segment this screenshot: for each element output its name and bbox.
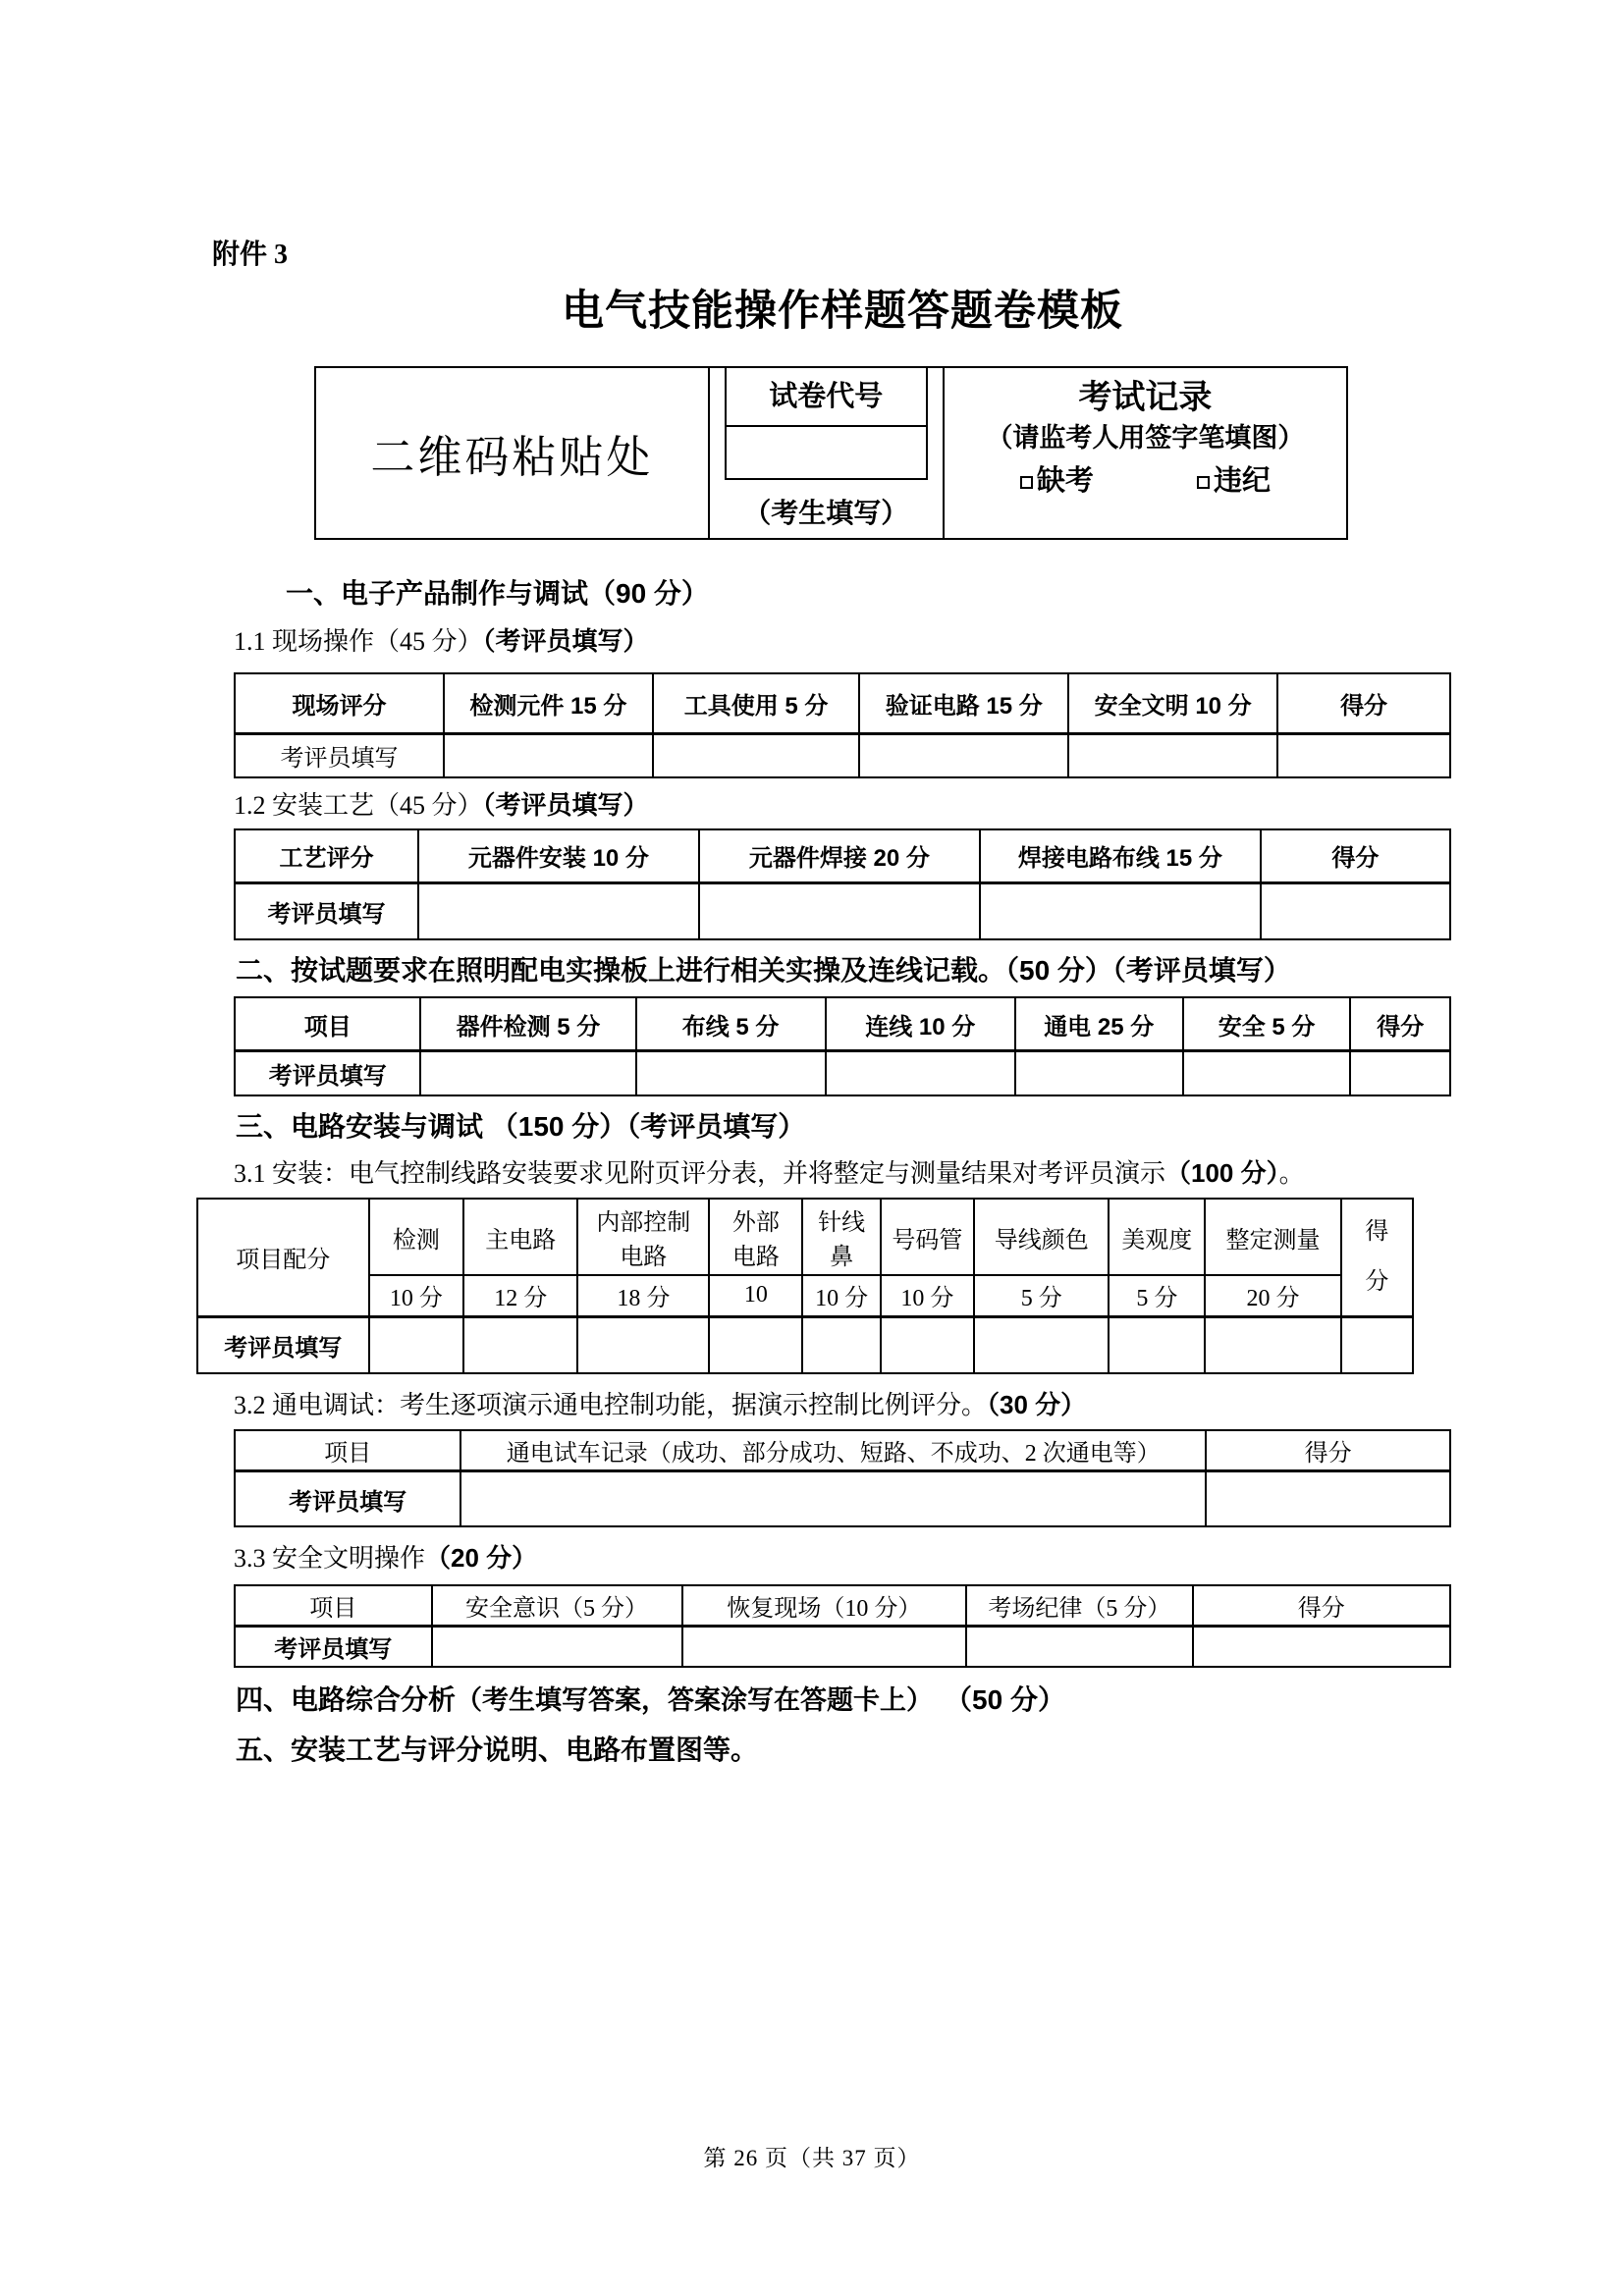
column-header: 美观度 <box>1109 1199 1205 1275</box>
empty-cell <box>1350 1050 1450 1095</box>
exam-record-note: （请监考人用签字笔填图） <box>986 423 1305 454</box>
points-cell: 5 分 <box>1109 1275 1205 1316</box>
empty-cell <box>699 883 980 939</box>
column-header: 得分 <box>1261 829 1450 883</box>
subsection-3-3-bold: （20 分） <box>425 1542 538 1573</box>
table-values-row <box>197 1275 1413 1316</box>
points-cell: 5 分 <box>974 1275 1109 1316</box>
column-header: 考场纪律（5 分） <box>966 1585 1192 1627</box>
empty-cell <box>418 883 699 939</box>
subsection-3-3-heading <box>234 1544 1451 1574</box>
section-5-heading: 五、安装工艺与评分说明、电路布置图等。 <box>236 1734 759 1765</box>
corner-header: 项目配分 <box>197 1199 369 1316</box>
column-header: 器件检测 5 分 <box>420 997 635 1050</box>
row-label: 考评员填写 <box>235 883 418 939</box>
table-install-process <box>234 828 1451 940</box>
empty-cell <box>1206 1471 1450 1526</box>
subsection-3-1-tail: 。 <box>1278 1159 1305 1189</box>
empty-cell <box>1068 734 1277 777</box>
score-column-header <box>1341 1199 1413 1316</box>
column-header: 通电试车记录（成功、部分成功、短路、不成功、2 次通电等） <box>460 1430 1206 1471</box>
paper-code-label: 试卷代号 <box>727 368 926 427</box>
column-header: 项目 <box>235 1430 460 1471</box>
table-row <box>235 1626 1450 1667</box>
column-header: 安全 5 分 <box>1183 997 1351 1050</box>
empty-cell <box>1015 1050 1183 1095</box>
empty-cell <box>444 734 653 777</box>
column-header: 现场评分 <box>235 673 444 734</box>
exam-record-cell <box>945 368 1346 538</box>
empty-cell <box>974 1316 1109 1373</box>
column-header: 项目 <box>235 997 420 1050</box>
column-header: 得分 <box>1277 673 1450 734</box>
section-4-part1: 四、电路综合分析 <box>236 1683 457 1715</box>
column-header: 恢复现场（10 分） <box>682 1585 967 1627</box>
section-3-heading: 三、电路安装与调试 （150 分）（考评员填写） <box>236 1111 806 1143</box>
column-header: 连线 10 分 <box>826 997 1015 1050</box>
section-4-heading <box>236 1685 1451 1716</box>
table-circuit-install-score <box>196 1198 1414 1374</box>
column-header: 布线 5 分 <box>636 997 826 1050</box>
paper-code-cell <box>710 368 945 538</box>
empty-cell <box>1193 1626 1450 1667</box>
row-label: 考评员填写 <box>197 1316 369 1373</box>
points-cell: 10 分 <box>881 1275 974 1316</box>
table-row <box>235 734 1450 777</box>
column-header: 得分 <box>1350 997 1450 1050</box>
subsection-1-2-text: 1.2 安装工艺（45 分） <box>234 790 483 820</box>
row-label: 考评员填写 <box>235 734 444 777</box>
subsection-1-1-text: 1.1 现场操作（45 分） <box>234 626 483 656</box>
column-header <box>709 1199 802 1275</box>
empty-cell <box>577 1316 709 1373</box>
violation-label: 违纪 <box>1213 465 1271 498</box>
table-header-row <box>235 997 1450 1050</box>
column-header: 检测元件 15 分 <box>444 673 653 734</box>
empty-cell <box>1183 1050 1351 1095</box>
column-header-text: 外部电路 <box>731 1210 780 1271</box>
table-row <box>235 1471 1450 1526</box>
subsection-1-1-bold: （考评员填写） <box>482 625 649 656</box>
empty-cell <box>859 734 1068 777</box>
subsection-3-1-heading <box>234 1159 1451 1189</box>
page-title: 电气技能操作样题答题卷模板 <box>562 289 1123 335</box>
table-header-row <box>235 1430 1450 1471</box>
points-cell: 10 分 <box>802 1275 880 1316</box>
section-4-part3: （50 分） <box>958 1683 1065 1715</box>
paper-code-blank <box>727 427 926 478</box>
section-4-part2: （考生填写答案，答案涂写在答题卡上） <box>456 1684 934 1715</box>
table-field-operation <box>234 672 1451 778</box>
empty-cell <box>980 883 1261 939</box>
attachment-label: 附件 3 <box>212 240 289 270</box>
empty-cell <box>1205 1316 1341 1373</box>
checkbox-icon <box>1020 476 1033 489</box>
subsection-1-2-heading <box>234 791 1451 821</box>
column-header: 号码管 <box>881 1199 974 1275</box>
page-number-footer: 第 26 页（共 37 页） <box>703 2146 921 2170</box>
subsection-3-3-text: 3.3 安全文明操作 <box>234 1543 426 1573</box>
points-cell: 20 分 <box>1205 1275 1341 1316</box>
exam-record-title: 考试记录 <box>1078 379 1213 416</box>
column-header <box>577 1199 709 1275</box>
absent-check-item <box>1020 466 1094 498</box>
column-header: 项目 <box>235 1585 432 1627</box>
table-header-row <box>235 829 1450 883</box>
row-label: 考评员填写 <box>235 1471 460 1526</box>
table-safe-operation <box>234 1584 1451 1668</box>
column-header: 安全意识（5 分） <box>432 1585 682 1627</box>
empty-cell <box>682 1626 967 1667</box>
points-cell: 12 分 <box>463 1275 577 1316</box>
subsection-3-1-bold: （100 分） <box>1165 1158 1279 1189</box>
subsection-3-2-heading <box>234 1391 1451 1420</box>
checkbox-icon <box>1197 476 1210 489</box>
empty-cell <box>881 1316 974 1373</box>
empty-cell <box>369 1316 464 1373</box>
column-header: 通电 25 分 <box>1015 997 1183 1050</box>
table-header-row <box>235 1585 1450 1627</box>
table-lighting-practice <box>234 996 1451 1096</box>
subsection-1-2-bold: （考评员填写） <box>482 789 649 820</box>
column-header: 针线鼻 <box>802 1199 880 1275</box>
column-header-text: 内部控制电路 <box>596 1210 691 1271</box>
qr-paste-area: 二维码粘贴处 <box>316 368 710 538</box>
column-header: 导线颜色 <box>974 1199 1109 1275</box>
table-header-row <box>235 673 1450 734</box>
table-header-row <box>197 1199 1413 1275</box>
empty-cell <box>460 1471 1206 1526</box>
empty-cell <box>1261 883 1450 939</box>
empty-cell <box>432 1626 682 1667</box>
empty-cell <box>802 1316 880 1373</box>
column-header: 工具使用 5 分 <box>653 673 859 734</box>
row-label: 考评员填写 <box>235 1050 420 1095</box>
points-cell: 10 <box>709 1275 802 1316</box>
column-header: 焊接电路布线 15 分 <box>980 829 1261 883</box>
table-row <box>235 883 1450 939</box>
subsection-3-2-bold: （30 分） <box>987 1390 1087 1420</box>
exam-record-checkboxes <box>945 466 1346 498</box>
column-header: 工艺评分 <box>235 829 418 883</box>
paper-code-box <box>725 368 928 480</box>
table-row <box>235 1050 1450 1095</box>
row-label: 考评员填写 <box>235 1626 432 1667</box>
points-cell: 18 分 <box>577 1275 709 1316</box>
empty-cell <box>636 1050 826 1095</box>
empty-cell <box>709 1316 802 1373</box>
empty-cell <box>1277 734 1450 777</box>
column-header: 得分 <box>1193 1585 1450 1627</box>
violation-check-item <box>1197 466 1271 498</box>
empty-cell <box>1341 1316 1413 1373</box>
subsection-3-1-text: 3.1 安装：电气控制线路安装要求见附页评分表，并将整定与测量结果对考评员演示 <box>234 1159 1166 1189</box>
section-2-heading: 二、按试题要求在照明配电实操板上进行相关实操及连线记载。（50 分）（考评员填写） <box>236 954 1291 986</box>
page-content <box>212 0 1451 1765</box>
empty-cell <box>1109 1316 1205 1373</box>
candidate-fill-note: （考生填写） <box>743 498 909 528</box>
subsection-3-2-text: 3.2 通电调试：考生逐项演示通电控制功能，据演示控制比例评分。 <box>234 1391 988 1420</box>
score-column-text: 得分 <box>1365 1219 1389 1295</box>
points-cell: 10 分 <box>369 1275 464 1316</box>
subsection-1-1-heading <box>234 627 1451 657</box>
column-header: 整定测量 <box>1205 1199 1341 1275</box>
absent-label: 缺考 <box>1036 465 1094 498</box>
table-power-on-test <box>234 1429 1451 1527</box>
header-box <box>314 366 1348 540</box>
column-header: 安全文明 10 分 <box>1068 673 1277 734</box>
column-header: 主电路 <box>463 1199 577 1275</box>
section-1-heading: 一、电子产品制作与调试（90 分） <box>286 578 709 609</box>
column-header: 验证电路 15 分 <box>859 673 1068 734</box>
empty-cell <box>463 1316 577 1373</box>
empty-cell <box>966 1626 1192 1667</box>
empty-cell <box>420 1050 635 1095</box>
empty-cell <box>826 1050 1015 1095</box>
column-header: 得分 <box>1206 1430 1450 1471</box>
column-header: 元器件安装 10 分 <box>418 829 699 883</box>
column-header: 检测 <box>369 1199 464 1275</box>
empty-cell <box>653 734 859 777</box>
column-header: 元器件焊接 20 分 <box>699 829 980 883</box>
table-row <box>197 1316 1413 1373</box>
